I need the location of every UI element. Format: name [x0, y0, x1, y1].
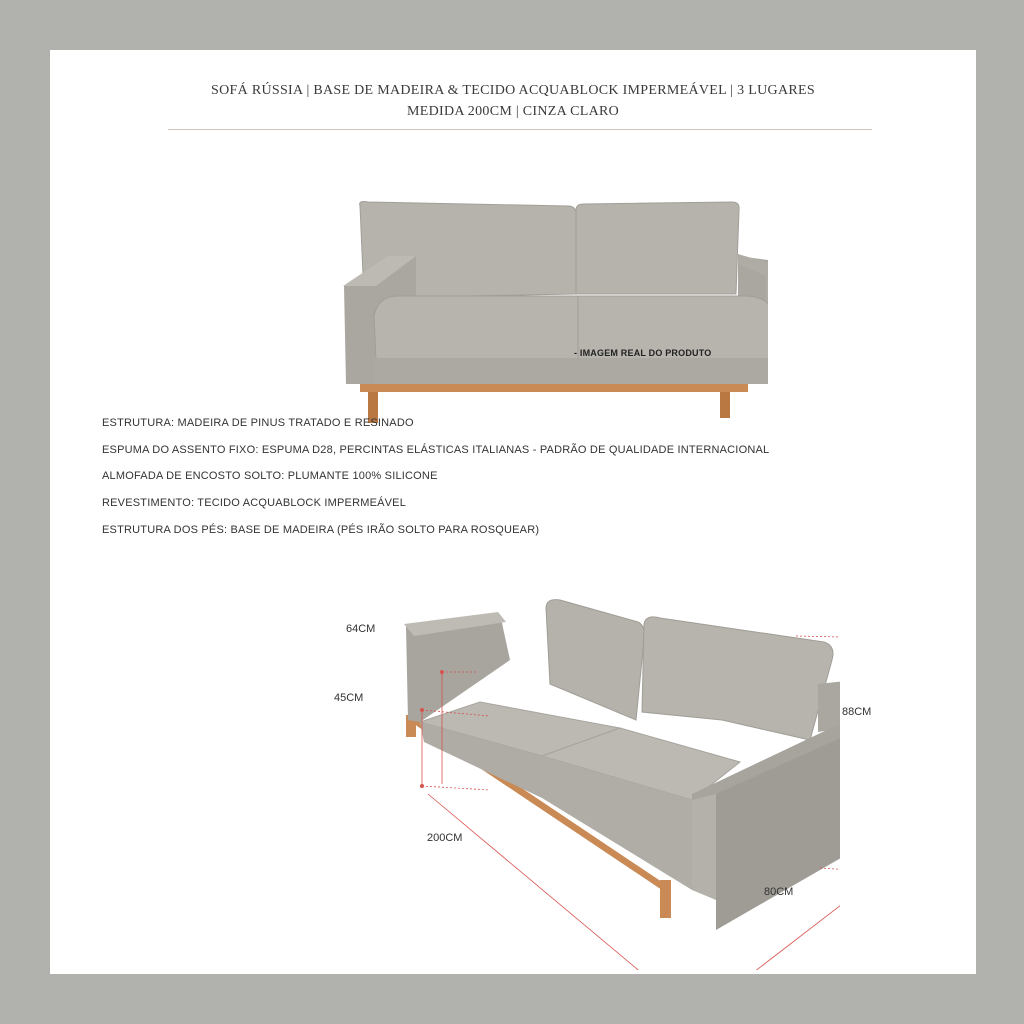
diag-back-post	[818, 680, 840, 732]
real-image-label: - IMAGEM REAL DO PRODUTO	[574, 348, 712, 358]
diag-back-cushion-left	[546, 600, 644, 720]
sofa-front-photo	[288, 148, 768, 428]
sofa-dimensions-diagram	[320, 550, 840, 970]
diag-back-cushion-right	[642, 617, 833, 740]
dim-guide-bottom	[820, 868, 840, 872]
spec-back-cushion: ALMOFADA DE ENCOSTO SOLTO: PLUMANTE 100% SILICONE	[102, 470, 438, 483]
diag-arm-right-front	[692, 794, 716, 900]
product-card	[50, 50, 976, 974]
dim-guide-top	[796, 636, 840, 638]
product-title	[50, 80, 976, 122]
title-divider	[168, 129, 872, 130]
dimension-label-arm-height: 64CM	[346, 623, 376, 635]
dim-dot	[420, 784, 423, 787]
spec-upholstery: REVESTIMENTO: TECIDO ACQUABLOCK IMPERMEÁVEL	[102, 497, 407, 510]
title-line-1: SOFÁ RÚSSIA | BASE DE MADEIRA & TECIDO ACQUABLOCK IMPERMEÁVEL | 3 LUGARES	[211, 83, 815, 98]
title-line-2: MEDIDA 200CM | CINZA CLARO	[406, 104, 620, 119]
dim-dot	[420, 708, 423, 711]
spec-feet: ESTRUTURA DOS PÉS: BASE DE MADEIRA (PÉS IRÃO SOLTO PARA ROSQUEAR)	[102, 523, 540, 536]
dimension-label-seat-height: 45CM	[334, 692, 364, 704]
spec-seat-foam: ESPUMA DO ASSENTO FIXO: ESPUMA D28, PERCINTAS ELÁSTICAS ITALIANAS - PADRÃO DE QUALIDADE INTERNACIONAL	[102, 443, 770, 456]
dim-guide-floor	[422, 786, 490, 790]
seat-cushion-left	[374, 296, 578, 360]
dimension-label-width: 200CM	[427, 832, 463, 844]
spec-structure: ESTRUTURA: MADEIRA DE PINUS TRATADO E RESINADO	[102, 417, 414, 429]
back-cushion-right	[576, 202, 739, 294]
dim-dot	[440, 670, 443, 673]
spec-list	[102, 416, 769, 549]
dimension-label-depth: 80CM	[764, 886, 794, 898]
dimension-label-total-height: 88CM	[842, 706, 872, 718]
sofa-front-panel	[374, 358, 768, 384]
